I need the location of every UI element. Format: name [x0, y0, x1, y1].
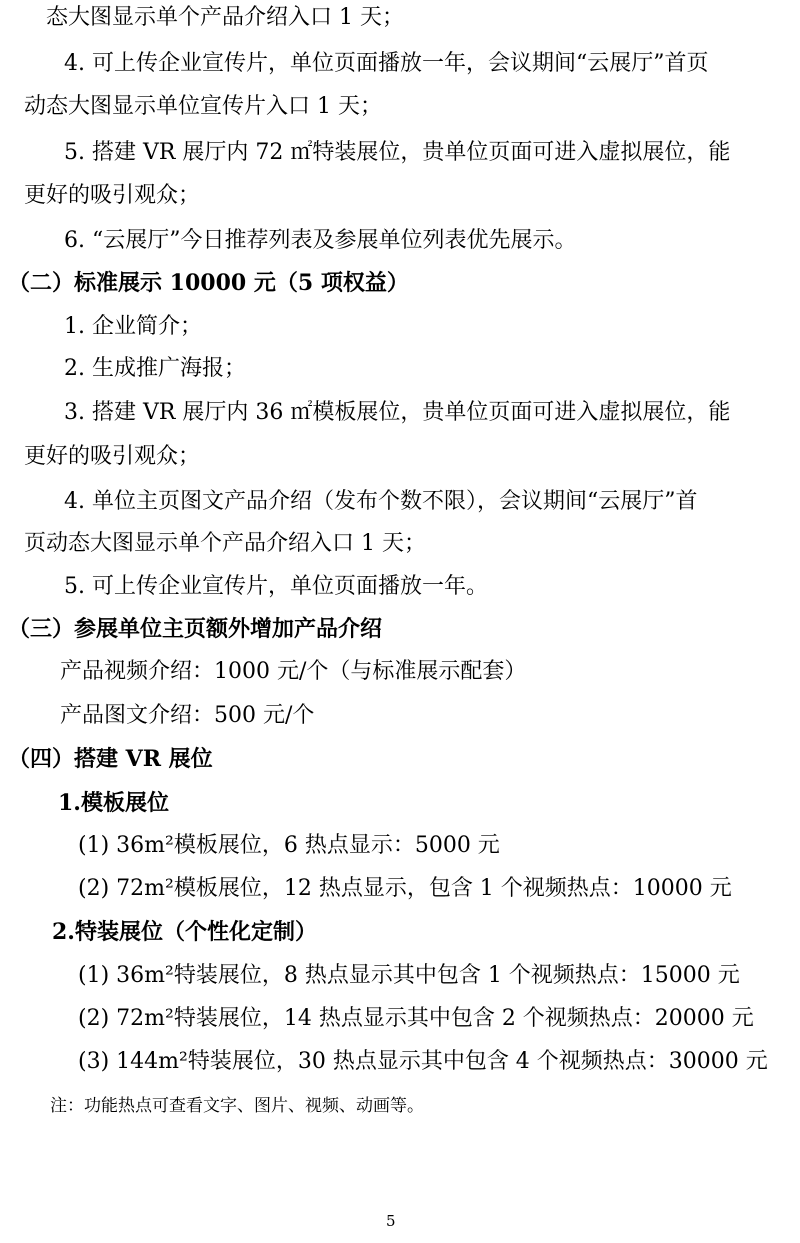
- price-line: (1) 36m²特装展位，8 热点显示其中包含 1 个视频热点：15000 元: [78, 963, 740, 988]
- list-item: 2. 生成推广海报；: [64, 356, 246, 381]
- price-line: (1) 36m²模板展位，6 热点显示：5000 元: [78, 833, 500, 858]
- price-line: (2) 72m²模板展位，12 热点显示，包含 1 个视频热点：10000 元: [78, 876, 732, 901]
- text-line: 更好的吸引观众；: [24, 183, 201, 208]
- price-line: 产品图文介绍：500 元/个: [60, 703, 315, 728]
- list-item: 6. “云展厅”今日推荐列表及参展单位列表优先展示。: [64, 228, 577, 253]
- text-line: 态大图显示单个产品介绍入口 1 天；: [46, 5, 404, 30]
- text-line: 动态大图显示单位宣传片入口 1 天；: [24, 94, 382, 119]
- list-item: 3. 搭建 VR 展厅内 36 ㎡模板展位，贵单位页面可进入虚拟展位，能: [64, 400, 731, 425]
- section-heading: （四）搭建 VR 展位: [8, 746, 213, 772]
- list-item: 1. 企业简介；: [64, 314, 202, 339]
- price-line: (3) 144m²特装展位，30 热点显示其中包含 4 个视频热点：30000 元: [78, 1049, 768, 1074]
- price-line: (2) 72m²特装展位，14 热点显示其中包含 2 个视频热点：20000 元: [78, 1006, 754, 1031]
- page-number: 5: [386, 1212, 396, 1230]
- section-heading: （三）参展单位主页额外增加产品介绍: [8, 616, 383, 642]
- note-text: 注：功能热点可查看文字、图片、视频、动画等。: [50, 1096, 424, 1116]
- text-line: 更好的吸引观众；: [24, 444, 201, 469]
- list-item: 4. 单位主页图文产品介绍（发布个数不限），会议期间“云展厅”首: [64, 489, 698, 514]
- section-heading: （二）标准展示 10000 元（5 项权益）: [8, 270, 409, 296]
- subsection-heading: 1.模板展位: [58, 790, 169, 816]
- list-item: 4. 可上传企业宣传片，单位页面播放一年，会议期间“云展厅”首页: [64, 51, 709, 76]
- price-line: 产品视频介绍：1000 元/个（与标准展示配套）: [60, 659, 527, 684]
- text-line: 页动态大图显示单个产品介绍入口 1 天；: [24, 531, 426, 556]
- list-item: 5. 搭建 VR 展厅内 72 ㎡特装展位，贵单位页面可进入虚拟展位，能: [64, 140, 731, 165]
- subsection-heading: 2.特装展位（个性化定制）: [52, 919, 317, 945]
- list-item: 5. 可上传企业宣传片，单位页面播放一年。: [64, 574, 488, 599]
